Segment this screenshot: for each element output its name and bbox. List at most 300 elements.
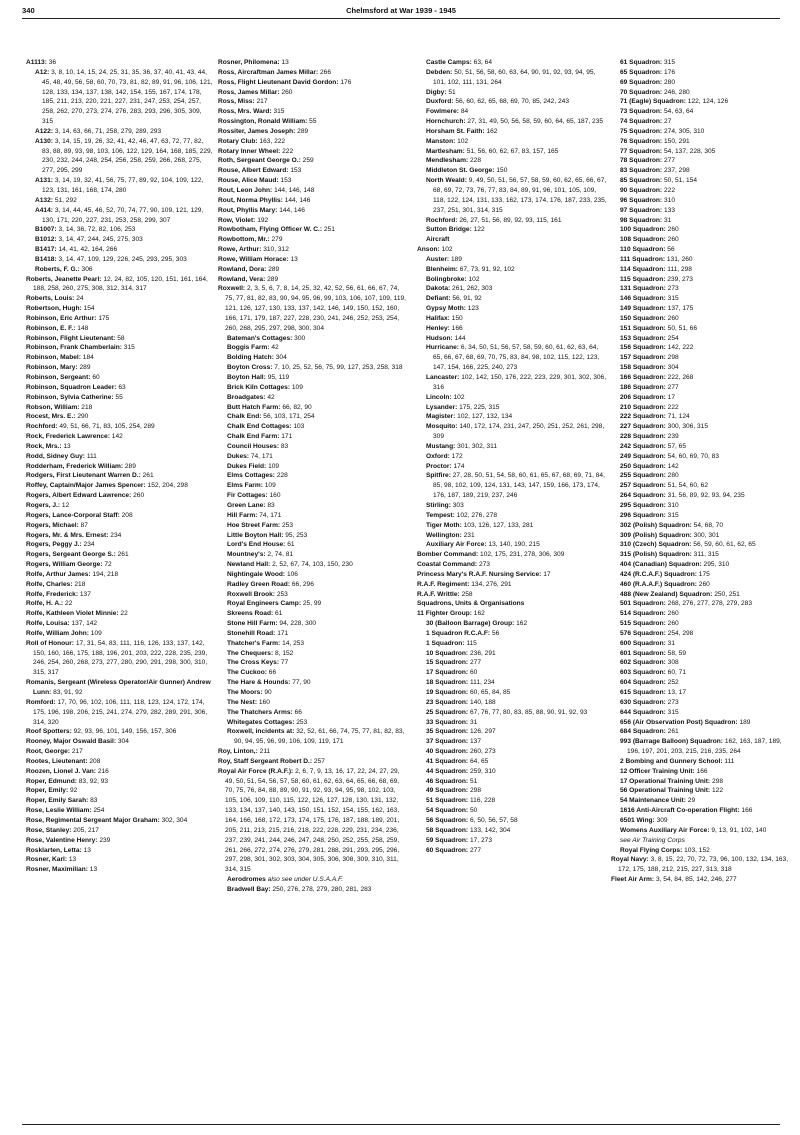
index-entry — [218, 462, 408, 472]
entry-heading: 157 Squadron: — [620, 354, 666, 362]
entry-pages: 102 — [457, 137, 469, 145]
entry-pages: 300, 306, 315 — [667, 423, 708, 431]
entry-pages: 300 — [294, 334, 306, 342]
index-entry — [218, 147, 408, 157]
entry-heading: 146 Squadron: — [620, 295, 666, 303]
entry-pages: 63 — [118, 383, 126, 391]
index-entry — [218, 481, 408, 491]
entry-pages: 148 — [77, 324, 89, 332]
index-entry — [417, 422, 607, 442]
entry-heading: 249 Squadron: — [620, 452, 666, 460]
index-entry — [417, 649, 607, 659]
index-entry — [218, 255, 408, 265]
index-entry — [417, 540, 607, 550]
entry-pages: 106 — [286, 570, 298, 578]
index-entry — [417, 412, 607, 422]
index-entry — [26, 590, 214, 600]
entry-pages: 175 — [698, 570, 710, 578]
entry-heading: Rolfe, William John: — [26, 629, 89, 637]
entry-heading: Rosklarten, Letta: — [26, 846, 82, 854]
entry-heading: Mustang: — [426, 442, 456, 450]
entry-pages: 266 — [320, 68, 332, 76]
index-entry — [218, 609, 408, 619]
index-entry — [417, 777, 607, 787]
entry-heading: 600 Squadron: — [620, 639, 666, 647]
entry-pages: 150, 291 — [663, 137, 690, 145]
entry-heading: Hornchurch: — [426, 118, 466, 126]
entry-pages: 102, 276, 278 — [456, 511, 498, 519]
entry-pages: 257 — [313, 757, 325, 765]
entry-pages: 13 — [281, 59, 289, 66]
entry-heading: 404 (Canadian) Squadron: — [620, 561, 702, 569]
entry-heading: Squadrons, Units & Organisations — [417, 600, 525, 608]
entry-pages: 8, 152 — [275, 649, 294, 657]
entry-pages: 50 — [469, 807, 478, 815]
entry-heading: The Hare & Hounds: — [227, 679, 291, 687]
entry-pages: 152, 204, 298 — [147, 482, 188, 490]
entry-heading: Roof Spotters: — [26, 728, 72, 736]
entry-heading: 73 Squadron: — [620, 108, 663, 116]
entry-heading: 76 Squadron: — [620, 137, 663, 145]
entry-pages: 3, 14, 15, 19, 26, 32, 41, 42, 46, 47, 63, 72, 77, 82, 83, 88, 89, 93, 98, 103, 106, 122, 129, 164, 168, 185, 229, 230, 232, 244, 248, 254, 256, 258, 259, 266, 268, 275, 277, 295, 299 — [42, 137, 213, 175]
entry-heading: The Nest: — [227, 698, 258, 706]
entry-heading: 151 Squadron: — [620, 324, 666, 332]
entry-heading: 684 Squadron: — [620, 728, 666, 736]
index-entry — [611, 117, 789, 127]
index-entry — [417, 658, 607, 668]
index-entry — [611, 836, 789, 846]
entry-pages: 162 — [473, 610, 485, 618]
entry-heading: 41 Squadron: — [426, 757, 469, 765]
index-entry — [26, 816, 214, 826]
entry-heading: Rock, Mrs.: — [26, 442, 62, 450]
index-entry — [218, 649, 408, 659]
index-entry — [417, 767, 607, 777]
entry-heading: Root, George: — [26, 748, 70, 756]
index-entry — [26, 265, 214, 275]
index-entry — [417, 442, 607, 452]
index-entry — [26, 678, 214, 698]
entry-heading: Row, Violet: — [218, 216, 256, 224]
entry-pages: 260 — [667, 610, 679, 618]
entry-heading: Rogers, Mr. & Mrs. Ernest: — [26, 531, 109, 539]
entry-pages: 13 — [89, 866, 98, 874]
entry-heading: Rotary Club: — [218, 137, 258, 145]
index-entry — [218, 343, 408, 353]
index-entry — [218, 747, 408, 757]
entry-heading: Roxwell, incidents at: — [227, 728, 295, 736]
entry-pages: 310 — [663, 196, 675, 204]
index-entry — [26, 373, 214, 383]
index-entry — [611, 147, 789, 157]
entry-pages: 261 — [117, 551, 129, 559]
entry-heading: A132: — [35, 196, 53, 204]
index-entry — [611, 698, 789, 708]
index-entry — [611, 481, 789, 491]
entry-pages: 189 — [739, 718, 751, 726]
entry-pages: 237, 298 — [663, 167, 690, 175]
index-entry — [417, 668, 607, 678]
entry-heading: 644 Squadron: — [620, 708, 666, 716]
index-entry — [26, 540, 214, 550]
index-entry — [417, 471, 607, 501]
entry-heading: Rooney, Major Oswald Basil: — [26, 738, 117, 746]
entry-heading: 96 Squadron: — [620, 196, 663, 204]
index-entry — [611, 757, 789, 767]
index-entry — [218, 137, 408, 147]
entry-heading: Tempest: — [426, 511, 455, 519]
index-entry — [417, 570, 607, 580]
entry-heading: Stonehill Road: — [227, 629, 276, 637]
index-entry — [417, 511, 607, 521]
entry-pages: 102 — [453, 393, 465, 401]
index-entry — [26, 639, 214, 678]
entry-heading: 111 Squadron: — [620, 255, 666, 263]
entry-heading: Auxiliary Air Force: — [426, 541, 487, 549]
index-entry — [218, 353, 408, 363]
index-entry — [26, 560, 214, 570]
entry-heading: Ross, Miss: — [218, 98, 255, 106]
entry-pages: 234 — [83, 541, 95, 549]
index-entry — [218, 206, 408, 216]
index-entry — [26, 491, 214, 501]
index-entry — [611, 550, 789, 560]
entry-heading: Aircraft — [426, 236, 450, 244]
entry-heading: Rowbottom, Mr.: — [218, 236, 270, 244]
entry-heading: 603 Squadron: — [620, 669, 666, 677]
entry-pages: 27, 31, 49, 50, 56, 58, 59, 60, 64, 65, 187, 235 — [467, 118, 604, 126]
entry-pages: 252 — [667, 679, 679, 687]
entry-heading: 250 Squadron: — [620, 462, 666, 470]
entry-heading: Castle Camps: — [426, 59, 472, 66]
entry-pages: 122 — [473, 226, 485, 234]
index-entry — [26, 196, 214, 206]
index-entry — [26, 570, 214, 580]
entry-heading: Roxwell Brook: — [227, 590, 275, 598]
entry-heading: 35 Squadron: — [426, 728, 469, 736]
entry-heading: Rogers, J.: — [26, 501, 61, 509]
entry-pages: 87 — [80, 521, 88, 529]
entry-pages: 303 — [452, 501, 464, 509]
entry-pages: 175, 225, 315 — [459, 403, 500, 411]
index-entry — [611, 127, 789, 137]
entry-pages: 84 — [460, 108, 469, 116]
index-entry — [218, 334, 408, 344]
entry-pages: 17 — [543, 570, 551, 578]
entry-pages: 315 — [663, 59, 675, 66]
index-entry — [611, 304, 789, 314]
index-column-4 — [611, 58, 789, 885]
entry-pages: 208 — [121, 511, 133, 519]
entry-heading: Boyton Cross: — [227, 364, 273, 372]
index-entry — [417, 403, 607, 413]
entry-pages: 259, 310 — [469, 767, 496, 775]
entry-heading: Green Lane: — [227, 501, 266, 509]
entry-pages: 3, 8, 10, 14, 15, 24, 25, 31, 35, 36, 37, 40, 41, 43, 44, 45, 48, 49, 56, 58, 60, 70, 73, 81, 82, 89, 91, 96, 106, 121, 128, 133, 134, 137, 138, 142, 154, 155, 167, 174, 178, 185, 211, 213, 220, 221, 227, 231, 247, 253, 254, 257, 258, 262, 270, 273, 274, 276, 283, 293, 296, 305, 309, 315 — [42, 68, 213, 126]
index-entry — [417, 688, 607, 698]
entry-heading: 85 Squadron: — [620, 177, 663, 185]
entry-heading: Lincoln: — [426, 393, 452, 401]
entry-pages: 14, 253 — [282, 639, 305, 647]
index-entry — [611, 216, 789, 226]
index-entry — [611, 284, 789, 294]
entry-pages: 24 — [76, 295, 84, 303]
index-entry — [417, 836, 607, 846]
entry-heading: Roper, Emily: — [26, 787, 69, 795]
entry-heading: Rotary Inner Wheel: — [218, 147, 281, 155]
entry-heading: 501 Squadron: — [620, 600, 666, 608]
entry-pages: 277 — [469, 846, 481, 854]
entry-heading: Skreens Road: — [227, 610, 274, 618]
entry-pages: 301, 302, 311 — [457, 442, 497, 450]
entry-heading: The Thatchers Arms: — [227, 708, 293, 716]
index-entry — [26, 521, 214, 531]
entry-heading: Bomber Command: — [417, 551, 479, 559]
index-entry — [417, 737, 607, 747]
index-entry — [26, 127, 214, 137]
index-entry — [611, 580, 789, 590]
index-entry — [417, 550, 607, 560]
entry-pages: 60, 71 — [667, 669, 686, 677]
entry-heading: 1 Squadron R.C.A.F: — [426, 629, 491, 637]
entry-heading: Anson: — [417, 246, 440, 254]
entry-heading: 257 Squadron: — [620, 482, 666, 490]
index-entry — [26, 245, 214, 255]
index-entry — [417, 531, 607, 541]
entry-pages: 222 — [667, 403, 679, 411]
index-entry — [417, 718, 607, 728]
index-entry — [417, 156, 607, 166]
index-entry — [611, 265, 789, 275]
entry-heading: 40 Squadron: — [426, 748, 469, 756]
entry-heading: Womens Auxiliary Air Force: — [620, 826, 710, 834]
index-entry — [417, 373, 607, 393]
entry-heading: 60 Squadron: — [426, 846, 469, 854]
index-entry — [26, 462, 214, 472]
index-entry — [611, 668, 789, 678]
entry-heading: Rout, Norma Phyllis: — [218, 196, 283, 204]
index-entry — [611, 570, 789, 580]
entry-heading: 71 (Eagle) Squadron: — [620, 98, 686, 106]
entry-pages: 171 — [281, 433, 293, 441]
index-entry — [417, 284, 607, 294]
entry-heading: Roberts, F. G.: — [35, 265, 80, 273]
entry-pages: 95, 253 — [285, 531, 308, 539]
entry-heading: Robson, William: — [26, 403, 80, 411]
entry-heading: Brick Kiln Cottages: — [227, 383, 291, 391]
index-entry — [611, 245, 789, 255]
entry-heading: Rowland, Vera: — [218, 275, 266, 283]
index-entry — [611, 363, 789, 373]
index-entry — [611, 422, 789, 432]
entry-heading: Rowe, Arthur: — [218, 246, 262, 254]
index-entry — [218, 225, 408, 235]
entry-pages: 304 — [117, 738, 129, 746]
entry-heading: Dukes Field: — [227, 462, 267, 470]
entry-heading: Coastal Command: — [417, 561, 478, 569]
entry-heading: Rout, Phyllis Mary: — [218, 206, 278, 214]
entry-pages: 153 — [280, 177, 292, 185]
entry-pages: 54, 63, 64 — [663, 108, 694, 116]
index-entry — [26, 255, 214, 265]
index-entry — [611, 531, 789, 541]
entry-heading: 110 Squadron: — [620, 246, 666, 254]
index-entry — [26, 432, 214, 442]
index-entry — [26, 235, 214, 245]
entry-heading: 19 Squadron: — [426, 689, 469, 696]
entry-pages: 236, 291 — [469, 649, 496, 657]
index-entry — [26, 422, 214, 432]
index-entry — [218, 560, 408, 570]
entry-pages: 260, 273 — [469, 748, 496, 756]
entry-pages: 289 — [268, 265, 280, 273]
entry-heading: North Weald: — [426, 177, 467, 185]
entry-pages: 3, 14, 47, 109, 129, 226, 245, 293, 295, 303 — [58, 255, 187, 263]
index-entry — [26, 343, 214, 353]
entry-pages: 58, 59 — [667, 649, 686, 657]
entry-see-also: also see under U.S.A.A.F. — [267, 876, 344, 884]
index-entry — [611, 275, 789, 285]
entry-pages: 298 — [469, 787, 481, 795]
entry-pages: 260 — [667, 314, 679, 322]
entry-pages: 94, 228, 300 — [279, 620, 317, 628]
index-entry — [417, 599, 607, 609]
index-entry — [218, 383, 408, 393]
entry-heading: 315 (Polish) Squadron: — [620, 551, 692, 559]
index-entry — [26, 294, 214, 304]
entry-heading: 25 Squadron: — [426, 708, 469, 716]
index-entry — [417, 521, 607, 531]
entry-pages: 277 — [469, 659, 481, 667]
entry-heading: Digby: — [426, 88, 447, 96]
entry-pages: 2, 52, 67, 74, 103, 150, 230 — [272, 561, 353, 569]
entry-pages: 246, 280 — [663, 88, 690, 96]
index-entry — [218, 265, 408, 275]
entry-pages: 254 — [93, 807, 105, 815]
index-entry — [218, 127, 408, 137]
entry-pages: 304 — [275, 354, 287, 362]
index-entry — [218, 78, 408, 88]
entry-pages: 144, 146, 148 — [274, 186, 315, 194]
index-entry — [218, 176, 408, 186]
entry-heading: Rossiter, James Joseph: — [218, 127, 296, 135]
entry-pages: 83 — [90, 797, 98, 805]
entry-heading: Ross, Mrs. Ward: — [218, 108, 272, 116]
entry-pages: 140, 172, 174, 231, 247, 250, 251, 252, 261, 298, 309 — [433, 423, 605, 441]
entry-heading: B1012: — [35, 236, 57, 244]
entry-pages: 95, 119 — [267, 374, 290, 381]
index-entry — [218, 718, 408, 728]
index-entry — [218, 590, 408, 600]
index-entry — [218, 442, 408, 452]
entry-heading: 74 Squadron: — [620, 118, 663, 126]
entry-pages: 315 — [667, 708, 679, 716]
index-entry — [218, 678, 408, 688]
entry-heading: Robinson, Squadron Leader: — [26, 383, 117, 391]
entry-pages: 13 — [68, 856, 77, 864]
entry-pages: 300, 301 — [693, 531, 720, 539]
entry-pages: 172 — [451, 452, 463, 460]
index-column-3 — [417, 58, 607, 855]
entry-heading: Defiant: — [426, 295, 451, 303]
index-entry — [218, 196, 408, 206]
entry-pages: 103, 152 — [684, 846, 710, 854]
index-entry — [218, 88, 408, 98]
index-entry — [417, 324, 607, 334]
entry-pages: 277 — [667, 383, 679, 391]
entry-heading: Duxford: — [426, 98, 454, 106]
entry-heading: A122: — [35, 127, 53, 135]
entry-heading: 656 (Air Observation Post) Squadron: — [620, 718, 738, 726]
entry-pages: 72 — [104, 561, 112, 569]
index-entry — [26, 137, 214, 176]
entry-heading: 424 (R.C.A.F.) Squadron: — [620, 570, 697, 578]
entry-heading: 576 Squadron: — [620, 629, 666, 637]
entry-pages: 171 — [277, 629, 289, 637]
entry-pages: 308 — [667, 659, 679, 667]
entry-pages: 27, 28, 50, 51, 54, 58, 60, 61, 65, 67, 68, 69, 71, 84, 85, 98, 102, 109, 124, 131, 143, 147, 159, 166, 173, 174, 176, 187, 189, 219, 237, 246 — [433, 472, 605, 500]
index-entry — [611, 452, 789, 462]
entry-heading: The Chequers: — [227, 649, 274, 657]
index-entry — [611, 294, 789, 304]
entry-pages: 102, 175, 231, 278, 306, 309 — [480, 551, 565, 559]
index-entry — [611, 777, 789, 787]
entry-pages: 166 — [741, 807, 753, 815]
entry-pages: 2, 6, 7, 9, 13, 16, 17, 22, 24, 27, 29, 49, 50, 51, 54, 56, 57, 58, 60, 61, 62, 63, 64, 65, 66, 68, 69, 70, 75, 76, 84, 88, 89, 90, 91, 92, 93, 94, 95, 98, 102, 103, 105, 106, 109, 110, 115, 122, 126, 127, 128, 130, 131, 132, 133, 134, 137, 140, 143, 150, 151, 152, 154, 155, 162, 163, 164, 166, 168, 172, 173, 174, 175, 176, 187, 188, 189, 201, 205, 211, 213, 215, 216, 218, 222, 228, 229, 231, 234, 236, 237, 239, 241, 244, 246, 247, 248, 250, 252, 255, 258, 259, 261, 266, 272, 274, 276, 279, 281, 288, 291, 293, 295, 296, 297, 298, 301, 302, 303, 304, 305, 306, 308, 309, 310, 311, 314, 315 — [225, 767, 400, 874]
entry-pages: 60 — [92, 374, 100, 381]
index-entry — [611, 540, 789, 550]
index-entry — [417, 629, 607, 639]
index-entry — [218, 629, 408, 639]
entry-heading: 51 Squadron: — [426, 797, 469, 805]
entry-heading: Rogers, Peggy J.: — [26, 541, 82, 549]
entry-pages: 92, 93, 96, 101, 149, 156, 157, 306 — [73, 728, 177, 736]
entry-heading: Martlesham: — [426, 147, 465, 155]
entry-pages: 289 — [297, 127, 309, 135]
entry-heading: Middleton St. George: — [426, 167, 495, 175]
entry-heading: Roberts, Louis: — [26, 295, 75, 303]
index-entry — [26, 796, 214, 806]
entry-heading: Ross, Aircraftman James Millar: — [218, 68, 319, 76]
entry-heading: Radley Green Road: — [227, 580, 291, 588]
entry-heading: Little Boyton Hall: — [227, 531, 284, 539]
entry-heading: 11 Fighter Group: — [417, 610, 472, 618]
entry-heading: Debden: — [426, 68, 453, 76]
index-entry — [611, 875, 789, 885]
index-entry — [611, 639, 789, 649]
entry-heading: Rocest, Mrs. E.: — [26, 413, 76, 421]
index-entry — [611, 97, 789, 107]
entry-heading: Mountney's: — [227, 551, 266, 559]
entry-pages: 260 — [133, 492, 145, 500]
entry-heading: Rogers, Michael: — [26, 521, 79, 529]
entry-heading: 302 (Polish) Squadron: — [620, 521, 692, 529]
entry-pages: 260 — [667, 226, 679, 234]
index-entry — [611, 186, 789, 196]
index-entry — [218, 511, 408, 521]
index-entry — [26, 511, 214, 521]
entry-pages: 56, 103, 171, 254 — [263, 413, 315, 421]
entry-pages: 56, 60, 62, 65, 68, 69, 70, 85, 242, 243 — [455, 98, 569, 106]
index-entry — [611, 206, 789, 216]
entry-pages: 217 — [71, 748, 83, 756]
entry-heading: 75 Squadron: — [620, 127, 663, 135]
index-entry — [417, 452, 607, 462]
index-entry — [611, 826, 789, 836]
entry-pages: 109 — [291, 383, 303, 391]
entry-heading: Proctor: — [426, 462, 452, 470]
entry-heading: Rolfe, Louisa: — [26, 620, 70, 628]
